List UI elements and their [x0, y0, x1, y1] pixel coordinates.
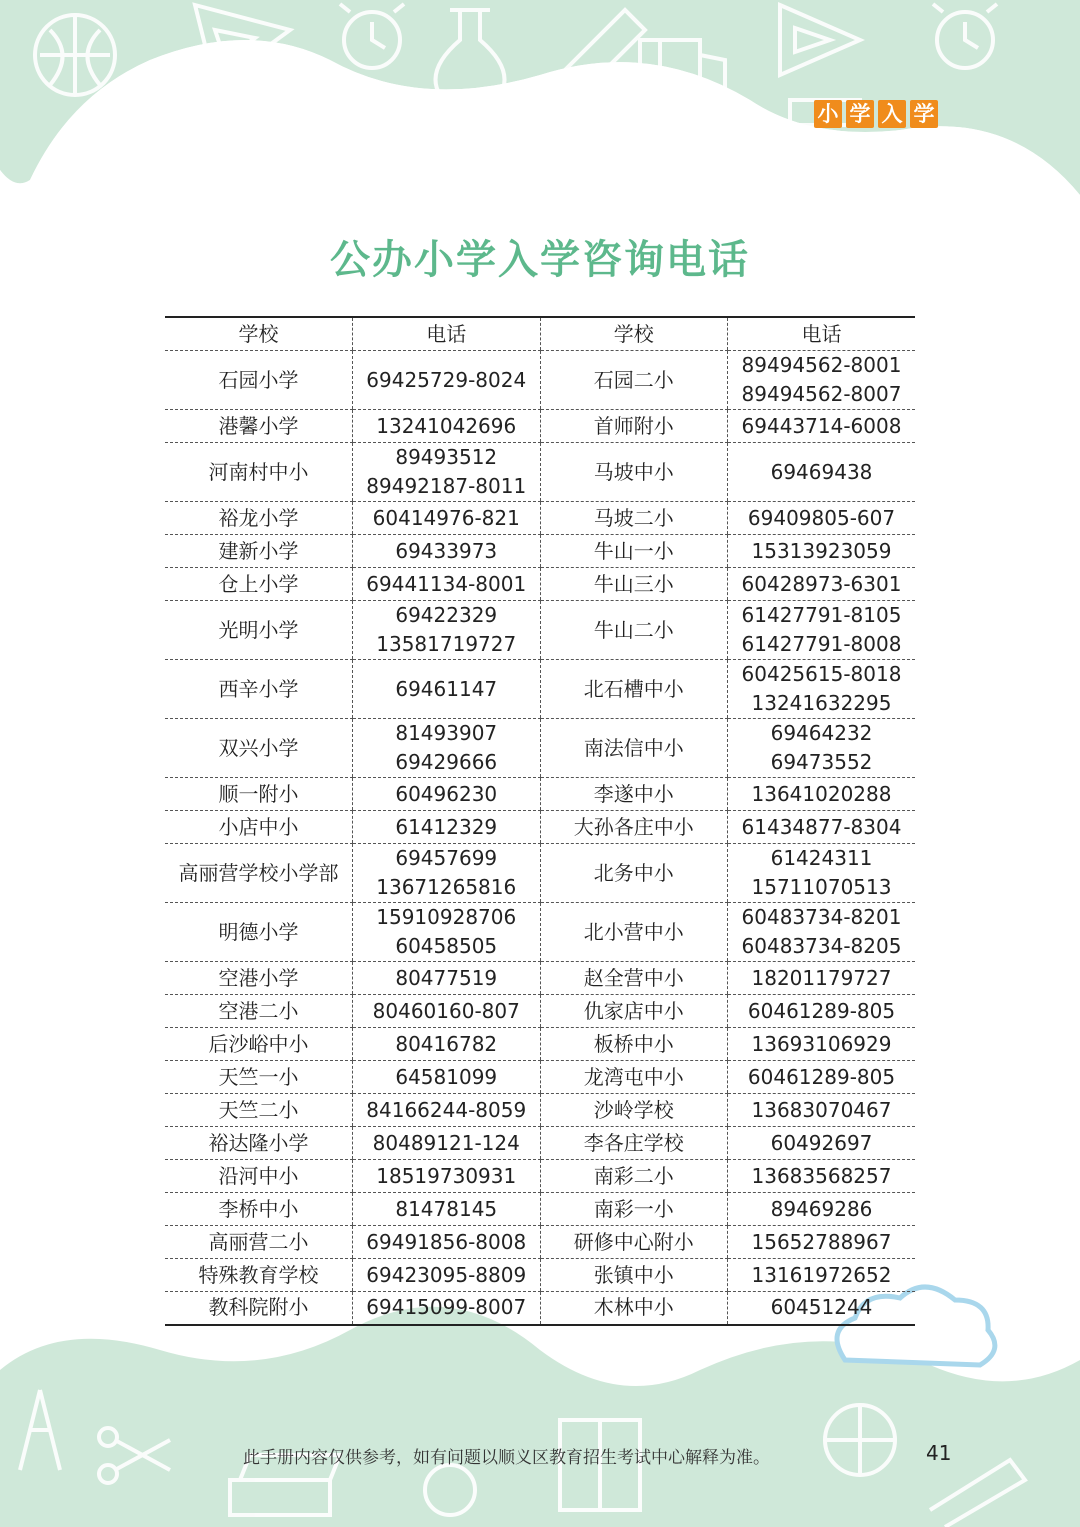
- table-row: [165, 601, 915, 660]
- phone-a-cell: [353, 660, 541, 719]
- school-a-cell: 沿河中小: [165, 1160, 353, 1193]
- phone-number: 84166244-8059: [366, 1097, 527, 1122]
- badge-char: 学: [846, 100, 874, 128]
- school-a-cell: 裕龙小学: [165, 502, 353, 535]
- phone-b-cell: [728, 1127, 916, 1160]
- header-phone-a: 电话: [353, 317, 541, 351]
- phone-a-cell: [353, 1160, 541, 1193]
- phone-a-cell: [353, 811, 541, 844]
- header-school-b: 学校: [540, 317, 728, 351]
- school-a-cell: 李桥中小: [165, 1193, 353, 1226]
- phone-b-cell: [728, 351, 916, 410]
- phone-number: 60414976-821: [372, 505, 520, 530]
- header-school-a: 学校: [165, 317, 353, 351]
- school-a-cell: 双兴小学: [165, 719, 353, 778]
- school-b-cell: 北务中小: [540, 844, 728, 903]
- school-b-cell: 大孙各庄中小: [540, 811, 728, 844]
- phone-b-cell: [728, 601, 916, 660]
- top-mint-band: [0, 0, 1080, 195]
- phone-number: 13161972652: [751, 1262, 892, 1287]
- phone-a-cell: [353, 719, 541, 778]
- badge-char: 学: [910, 100, 938, 128]
- phone-a-cell: [353, 351, 541, 410]
- phone-number: 60492697: [770, 1130, 873, 1155]
- phone-number: 13683070467: [751, 1097, 892, 1122]
- phone-number: 80460160-807: [372, 998, 520, 1023]
- phone-a-cell: [353, 1259, 541, 1292]
- school-a-cell: 仓上小学: [165, 568, 353, 601]
- phone-number: 61434877-8304: [741, 814, 902, 839]
- phone-a-cell: [353, 903, 541, 962]
- school-b-cell: 张镇中小: [540, 1259, 728, 1292]
- school-a-cell: 顺一附小: [165, 778, 353, 811]
- table-row: [165, 778, 915, 811]
- phone-b-cell: [728, 1028, 916, 1061]
- phone-b-cell: [728, 1094, 916, 1127]
- phone-a-cell: [353, 962, 541, 995]
- phone-b-cell: [728, 1259, 916, 1292]
- table-row: [165, 410, 915, 443]
- table-row: [165, 1226, 915, 1259]
- school-b-cell: 龙湾屯中小: [540, 1061, 728, 1094]
- school-b-cell: 牛山三小: [540, 568, 728, 601]
- phone-number: 81478145: [395, 1196, 498, 1221]
- phone-number: 61427791-8008: [741, 632, 902, 656]
- school-b-cell: 牛山一小: [540, 535, 728, 568]
- phone-number: 60483734-8205: [741, 934, 902, 958]
- phone-number: 81493907: [395, 721, 498, 745]
- phone-number: 80416782: [395, 1031, 498, 1056]
- phone-number: 13693106929: [751, 1031, 892, 1056]
- school-b-cell: 马坡二小: [540, 502, 728, 535]
- phone-b-cell: [728, 903, 916, 962]
- phone-number: 89469286: [770, 1196, 873, 1221]
- phone-number: 69461147: [395, 676, 498, 701]
- table-row: [165, 443, 915, 502]
- school-a-cell: 明德小学: [165, 903, 353, 962]
- phone-number: 89494562-8001: [741, 353, 902, 377]
- school-a-cell: 建新小学: [165, 535, 353, 568]
- phone-number: 15910928706: [376, 905, 517, 929]
- header-phone-b: 电话: [728, 317, 916, 351]
- table-row: [165, 1094, 915, 1127]
- table-body: [165, 351, 915, 1325]
- school-b-cell: 赵全营中小: [540, 962, 728, 995]
- phone-b-cell: [728, 811, 916, 844]
- phone-number: 69429666: [395, 750, 498, 774]
- phone-a-cell: [353, 1193, 541, 1226]
- school-a-cell: 光明小学: [165, 601, 353, 660]
- page-number: 41: [926, 1441, 952, 1465]
- phone-number: 61427791-8105: [741, 603, 902, 627]
- school-b-cell: 南彩二小: [540, 1160, 728, 1193]
- phone-a-cell: [353, 502, 541, 535]
- phone-b-cell: [728, 660, 916, 719]
- phone-b-cell: [728, 995, 916, 1028]
- phone-number: 13671265816: [376, 875, 517, 899]
- phone-number: 61412329: [395, 814, 498, 839]
- contact-table: [165, 316, 915, 1326]
- table-row: [165, 903, 915, 962]
- page-title: 公办小学入学咨询电话: [330, 237, 750, 283]
- table-row: [165, 1028, 915, 1061]
- phone-number: 61424311: [770, 846, 873, 870]
- phone-number: 69422329: [395, 603, 498, 627]
- phone-b-cell: [728, 568, 916, 601]
- school-a-cell: 高丽营学校小学部: [165, 844, 353, 903]
- phone-a-cell: [353, 1292, 541, 1325]
- phone-b-cell: [728, 778, 916, 811]
- phone-a-cell: [353, 844, 541, 903]
- school-a-cell: 港馨小学: [165, 410, 353, 443]
- table-row: [165, 1259, 915, 1292]
- phone-b-cell: [728, 844, 916, 903]
- phone-a-cell: [353, 410, 541, 443]
- phone-b-cell: [728, 1226, 916, 1259]
- phone-number: 60428973-6301: [741, 571, 902, 596]
- phone-number: 60496230: [395, 781, 498, 806]
- phone-number: 60451244: [770, 1295, 873, 1320]
- school-a-cell: 石园小学: [165, 351, 353, 410]
- phone-number: 89494562-8007: [741, 382, 902, 406]
- phone-a-cell: [353, 1061, 541, 1094]
- phone-number: 15313923059: [751, 538, 892, 563]
- phone-number: 80477519: [395, 965, 498, 990]
- phone-number: 60425615-8018: [741, 662, 902, 686]
- phone-b-cell: [728, 443, 916, 502]
- school-b-cell: 首师附小: [540, 410, 728, 443]
- table-row: [165, 962, 915, 995]
- phone-number: 69415099-8007: [366, 1295, 527, 1320]
- school-a-cell: 天竺一小: [165, 1061, 353, 1094]
- phone-a-cell: [353, 1226, 541, 1259]
- phone-number: 60458505: [395, 934, 498, 958]
- phone-number: 69409805-607: [747, 505, 896, 530]
- table-row: [165, 351, 915, 410]
- table-row: [165, 995, 915, 1028]
- school-a-cell: 特殊教育学校: [165, 1259, 353, 1292]
- phone-a-cell: [353, 443, 541, 502]
- phone-a-cell: [353, 568, 541, 601]
- phone-b-cell: [728, 410, 916, 443]
- badge-char: 入: [878, 100, 906, 128]
- phone-number: 89492187-8011: [366, 474, 527, 498]
- school-b-cell: 木林中小: [540, 1292, 728, 1325]
- phone-number: 69469438: [770, 459, 873, 484]
- phone-number: 18201179727: [751, 965, 892, 990]
- table-row: [165, 1127, 915, 1160]
- phone-b-cell: [728, 1061, 916, 1094]
- school-b-cell: 牛山二小: [540, 601, 728, 660]
- phone-number: 69433973: [395, 538, 498, 563]
- phone-a-cell: [353, 1094, 541, 1127]
- table-row: [165, 568, 915, 601]
- phone-number: 69491856-8008: [366, 1229, 527, 1254]
- school-a-cell: 高丽营二小: [165, 1226, 353, 1259]
- school-a-cell: 教科院附小: [165, 1292, 353, 1325]
- phone-a-cell: [353, 778, 541, 811]
- school-b-cell: 李各庄学校: [540, 1127, 728, 1160]
- phone-a-cell: [353, 1127, 541, 1160]
- school-b-cell: 板桥中小: [540, 1028, 728, 1061]
- school-b-cell: 马坡中小: [540, 443, 728, 502]
- table-row: [165, 660, 915, 719]
- school-b-cell: 石园二小: [540, 351, 728, 410]
- phone-a-cell: [353, 535, 541, 568]
- phone-number: 13241632295: [751, 691, 892, 715]
- phone-b-cell: [728, 1193, 916, 1226]
- phone-b-cell: [728, 719, 916, 778]
- phone-number: 60461289-805: [747, 998, 896, 1023]
- school-a-cell: 空港二小: [165, 995, 353, 1028]
- phone-number: 13241042696: [376, 413, 517, 438]
- table-row: [165, 844, 915, 903]
- school-a-cell: 裕达隆小学: [165, 1127, 353, 1160]
- school-a-cell: 小店中小: [165, 811, 353, 844]
- table-row: [165, 535, 915, 568]
- phone-number: 69443714-6008: [741, 413, 902, 438]
- school-b-cell: 南彩一小: [540, 1193, 728, 1226]
- phone-b-cell: [728, 535, 916, 568]
- phone-number: 69425729-8024: [366, 367, 527, 392]
- phone-number: 18519730931: [376, 1163, 517, 1188]
- school-b-cell: 南法信中小: [540, 719, 728, 778]
- footer-note: 此手册内容仅供参考，如有问题以顺义区教育招生考试中心解释为准。: [243, 1448, 770, 1468]
- phone-b-cell: [728, 962, 916, 995]
- phone-b-cell: [728, 1292, 916, 1325]
- table-row: [165, 811, 915, 844]
- phone-number: 13683568257: [751, 1163, 892, 1188]
- table-row: [165, 502, 915, 535]
- phone-number: 80489121-124: [372, 1130, 520, 1155]
- contact-table-container: [165, 316, 915, 1326]
- school-a-cell: 天竺二小: [165, 1094, 353, 1127]
- phone-number: 69457699: [395, 846, 498, 870]
- school-b-cell: 沙岭学校: [540, 1094, 728, 1127]
- school-a-cell: 河南村中小: [165, 443, 353, 502]
- phone-number: 69464232: [770, 721, 873, 745]
- phone-number: 64581099: [395, 1064, 498, 1089]
- badge-char: 小: [814, 100, 842, 128]
- phone-number: 15711070513: [751, 875, 892, 899]
- phone-a-cell: [353, 1028, 541, 1061]
- phone-a-cell: [353, 601, 541, 660]
- school-a-cell: 空港小学: [165, 962, 353, 995]
- phone-number: 89493512: [395, 445, 498, 469]
- table-row: [165, 1193, 915, 1226]
- phone-a-cell: [353, 995, 541, 1028]
- school-b-cell: 北石槽中小: [540, 660, 728, 719]
- table-row: [165, 1061, 915, 1094]
- school-b-cell: 研修中心附小: [540, 1226, 728, 1259]
- phone-number: 60461289-805: [747, 1064, 896, 1089]
- section-badge: [814, 100, 938, 128]
- phone-number: 13641020288: [751, 781, 892, 806]
- table-row: [165, 1160, 915, 1193]
- school-b-cell: 仇家店中小: [540, 995, 728, 1028]
- school-a-cell: 后沙峪中小: [165, 1028, 353, 1061]
- phone-b-cell: [728, 502, 916, 535]
- phone-b-cell: [728, 1160, 916, 1193]
- phone-number: 69423095-8809: [366, 1262, 527, 1287]
- phone-number: 15652788967: [751, 1229, 892, 1254]
- school-a-cell: 西辛小学: [165, 660, 353, 719]
- table-row: [165, 1292, 915, 1325]
- phone-number: 13581719727: [376, 632, 517, 656]
- phone-number: 69441134-8001: [366, 571, 527, 596]
- phone-number: 60483734-8201: [741, 905, 902, 929]
- table-header-row: [165, 317, 915, 351]
- phone-number: 69473552: [770, 750, 873, 774]
- table-row: [165, 719, 915, 778]
- school-b-cell: 北小营中小: [540, 903, 728, 962]
- school-b-cell: 李遂中小: [540, 778, 728, 811]
